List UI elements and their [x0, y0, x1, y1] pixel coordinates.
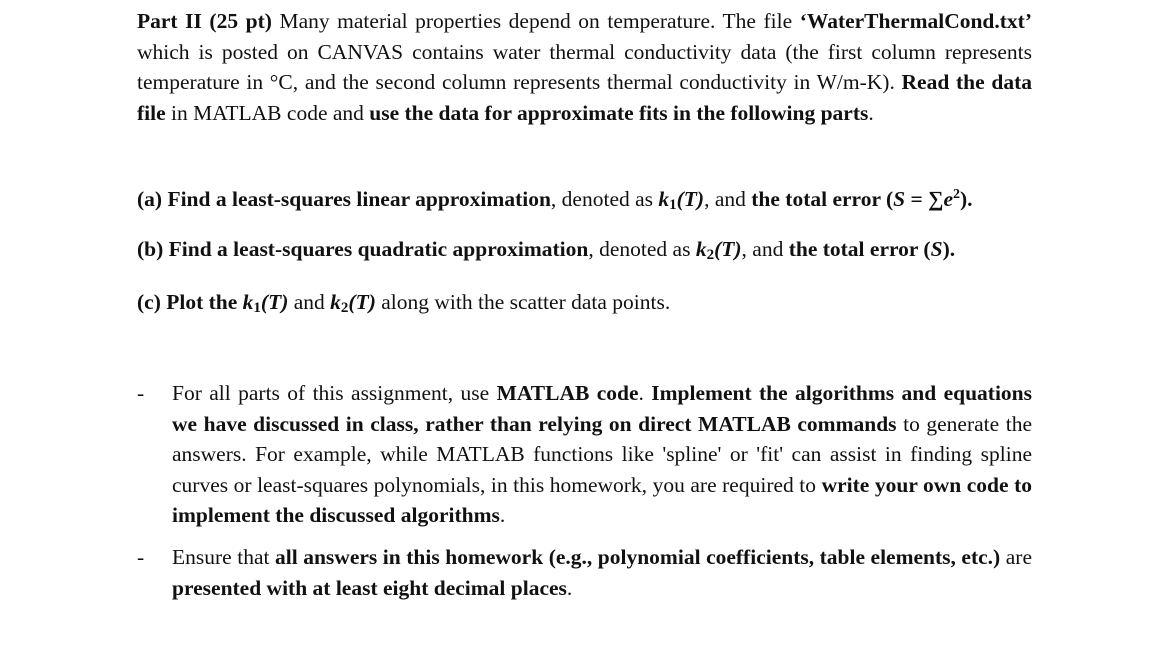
- question-b-func-sub: 2: [706, 247, 715, 263]
- note-2-dash: -: [137, 545, 145, 569]
- note-1-write-own: write your own code to implement the discussed algorithms: [172, 472, 1033, 527]
- question-c-k1: k: [242, 290, 254, 314]
- note-1-implement: Implement the algorithms and equations we have discussed in class, rather than relying on direct MATLAB commands: [172, 381, 1032, 436]
- question-c-label: (c) Plot the: [137, 290, 243, 314]
- note-2-lead: Ensure that: [172, 545, 275, 569]
- note-matlab-code: [137, 378, 1032, 531]
- intro-mid: in MATLAB code and: [165, 100, 370, 125]
- question-a: [137, 180, 1037, 220]
- question-a-tail: the total error (: [751, 187, 894, 211]
- note-2-all-answers: all answers in this homework (e.g., polynomial coefficients, table elements, etc.): [275, 545, 1001, 569]
- read-instruction: Read the data file: [137, 70, 1032, 125]
- intro-lead: Many material properties depend on temperature. The file: [271, 9, 800, 33]
- question-a-sup: 2: [953, 187, 961, 202]
- intro-paragraph: [137, 6, 1032, 128]
- question-c-and: and: [288, 290, 331, 314]
- note-1-text: [172, 378, 1032, 531]
- note-1-end: .: [499, 503, 506, 527]
- question-b-tail: the total error (: [788, 237, 931, 261]
- question-c-k1-sub: 1: [253, 300, 261, 316]
- question-c-k2-arg: (T): [348, 290, 376, 314]
- question-c-k1-arg: (T): [260, 290, 289, 314]
- question-a-s: S: [893, 187, 906, 211]
- question-c-tail: along with the scatter data points.: [375, 290, 671, 314]
- part-label: Part II (25 pt): [137, 9, 272, 33]
- note-2-end: .: [566, 575, 573, 600]
- question-b: [137, 234, 1037, 270]
- question-b-after: , and: [741, 237, 789, 261]
- question-c-k2-sub: 2: [340, 300, 349, 316]
- question-c-k2: k: [330, 290, 341, 314]
- question-a-func-arg: (T): [676, 187, 705, 211]
- question-a-label: (a) Find a least-squares linear approximation: [137, 187, 551, 211]
- note-1-dash: -: [137, 381, 145, 405]
- note-2-are: are: [1000, 545, 1032, 569]
- question-c: [137, 287, 1037, 323]
- question-b-mid: , denoted as: [588, 237, 696, 261]
- use-instruction: use the data for approximate fits in the following parts: [369, 100, 869, 125]
- question-a-close: ).: [960, 187, 973, 211]
- note-1-matlab-code: MATLAB code: [496, 381, 639, 405]
- note-decimal-places: [137, 542, 1032, 603]
- note-1-middle: to generate the answers. For example, while MATLAB functions like 'spline' or 'fit' can assist in finding spline curves or least-squares polynomials, in this homework, you are required to: [172, 411, 1032, 497]
- question-a-mid: , denoted as: [550, 187, 659, 211]
- question-a-func: k: [658, 187, 670, 211]
- question-b-label: (b) Find a least-squares quadratic approximation: [137, 237, 589, 261]
- note-1-lead: For all parts of this assignment, use: [172, 381, 497, 405]
- question-a-eq: = ∑: [905, 187, 944, 211]
- intro-end: .: [868, 100, 874, 125]
- question-a-func-sub: 1: [669, 197, 677, 213]
- question-a-after: , and: [704, 187, 752, 211]
- question-b-s: S: [930, 237, 943, 261]
- data-filename: ‘WaterThermalCond.txt’: [799, 9, 1032, 33]
- note-2-presented: presented with at least eight decimal places: [172, 575, 567, 600]
- question-b-func: k: [695, 237, 707, 261]
- note-2-text: [172, 542, 1032, 603]
- question-b-func-arg: (T): [714, 237, 742, 261]
- question-b-close: ).: [942, 237, 956, 261]
- note-1-after-code: .: [638, 381, 652, 405]
- intro-body: which is posted on CANVAS contains water thermal conductivity data (the first column represents temperature in °C, and the second column represents thermal conductivity in W/m-K).: [137, 39, 1032, 94]
- question-a-e: e: [943, 187, 954, 211]
